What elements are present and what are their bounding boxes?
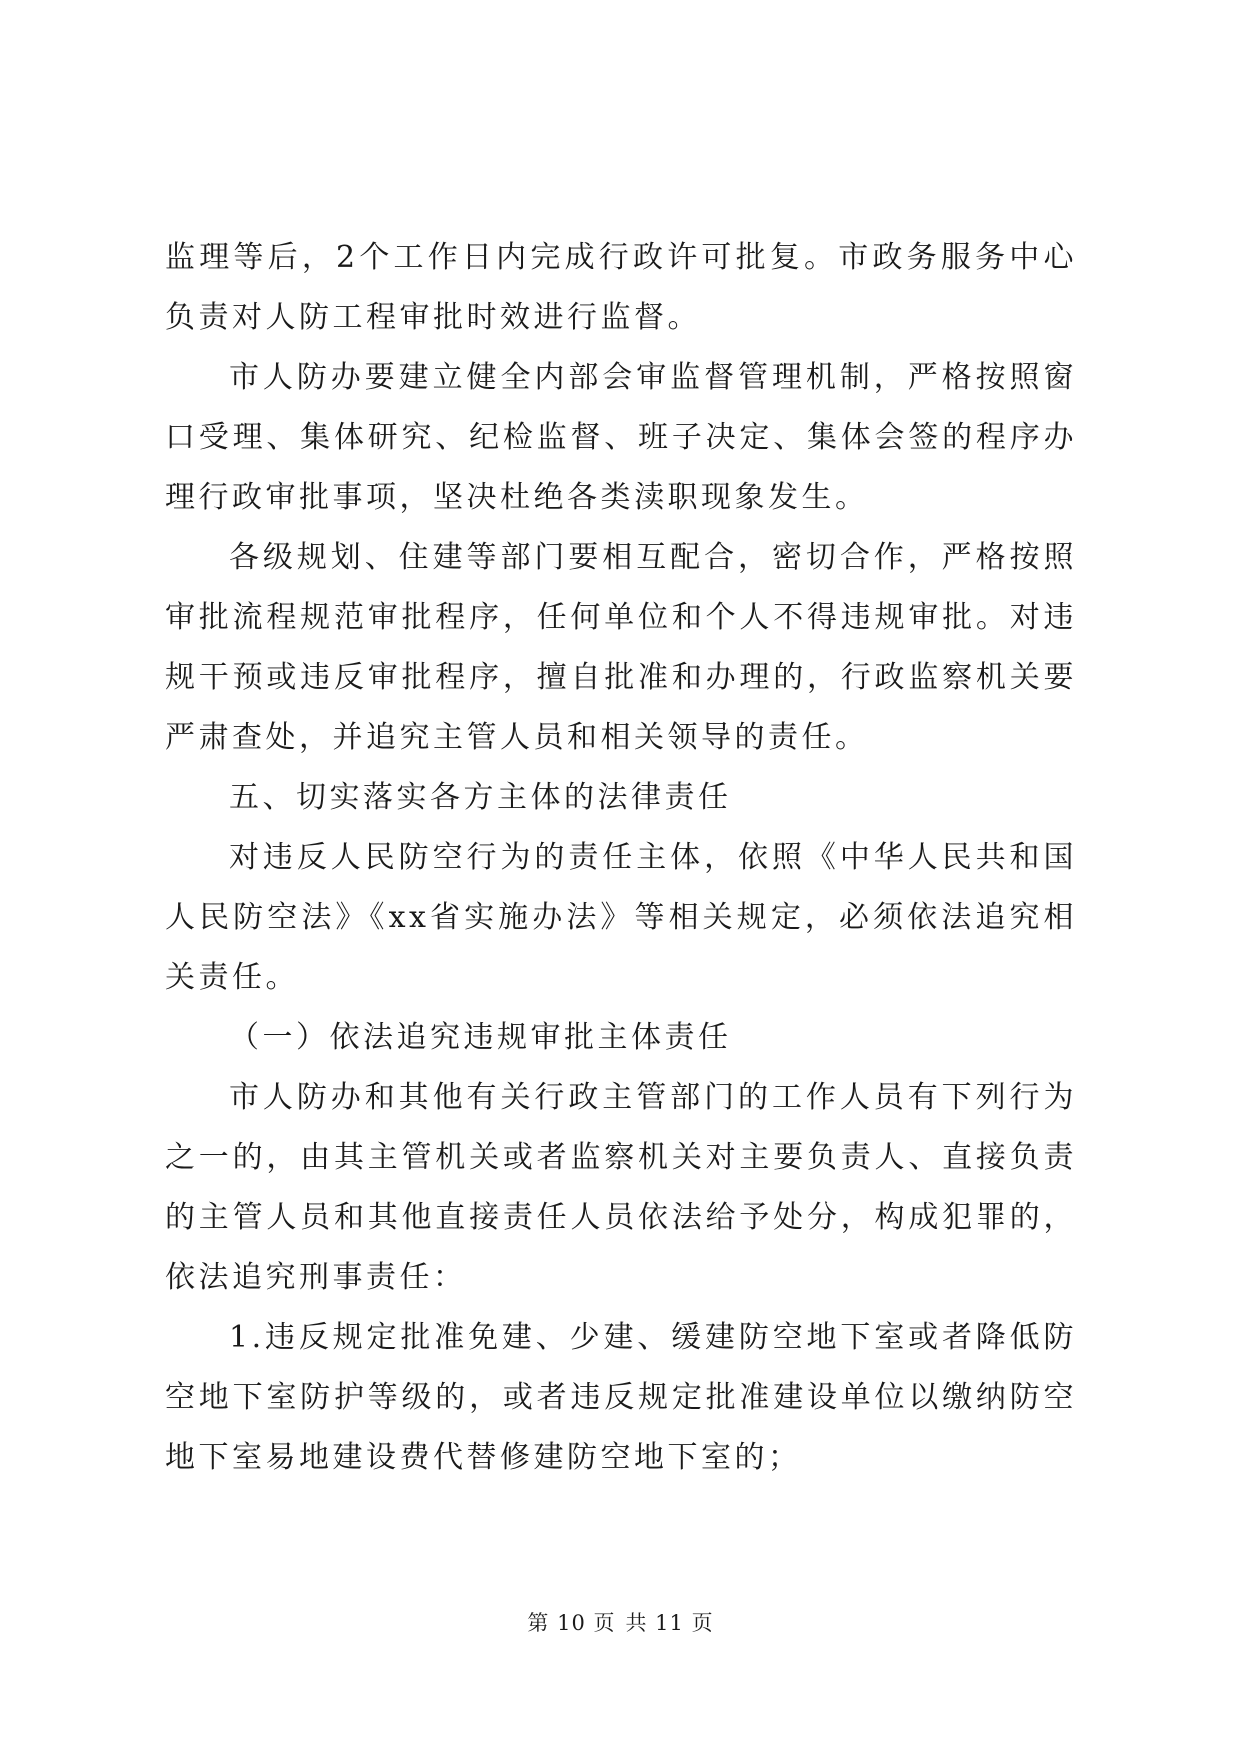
subsection-heading-approval-liability: （一）依法追究违规审批主体责任 xyxy=(229,1020,732,1055)
page-number: 第 10 页 xyxy=(527,1611,616,1635)
paragraph-approval-timing: 监理等后，2个工作日内完成行政许可批复。市政务服务中心负责对人防工程审批时效进行监督。 xyxy=(165,240,1077,335)
paragraph-liability-basis: 对违反人民防空行为的责任主体，依照《中华人民共和国人民防空法》《xx省实施办法》等相关规定，必须依法追究相关责任。 xyxy=(165,840,1077,995)
document-body xyxy=(165,228,1077,1488)
page-footer xyxy=(0,1608,1241,1638)
paragraph-staff-liability: 市人防办和其他有关行政主管部门的工作人员有下列行为之一的，由其主管机关或者监察机关对主要负责人、直接负责的主管人员和其他直接责任人员依法给予处分，构成犯罪的，依法追究刑事责任： xyxy=(165,1080,1077,1295)
page-total: 共 11 页 xyxy=(625,1611,714,1635)
paragraph-internal-review: 市人防办要建立健全内部会审监督管理机制，严格按照窗口受理、集体研究、纪检监督、班子决定、集体会签的程序办理行政审批事项，坚决杜绝各类渎职现象发生。 xyxy=(165,360,1077,515)
list-item-1: 1.违反规定批准免建、少建、缓建防空地下室或者降低防空地下室防护等级的，或者违反规定批准建设单位以缴纳防空地下室易地建设费代替修建防空地下室的； xyxy=(165,1320,1077,1475)
section-heading-legal-responsibility: 五、切实落实各方主体的法律责任 xyxy=(229,780,732,815)
paragraph-department-cooperation: 各级规划、住建等部门要相互配合，密切合作，严格按照审批流程规范审批程序，任何单位和个人不得违规审批。对违规干预或违反审批程序，擅自批准和办理的，行政监察机关要严肃查处，并追究主管人员和相关领导的责任。 xyxy=(165,540,1077,755)
